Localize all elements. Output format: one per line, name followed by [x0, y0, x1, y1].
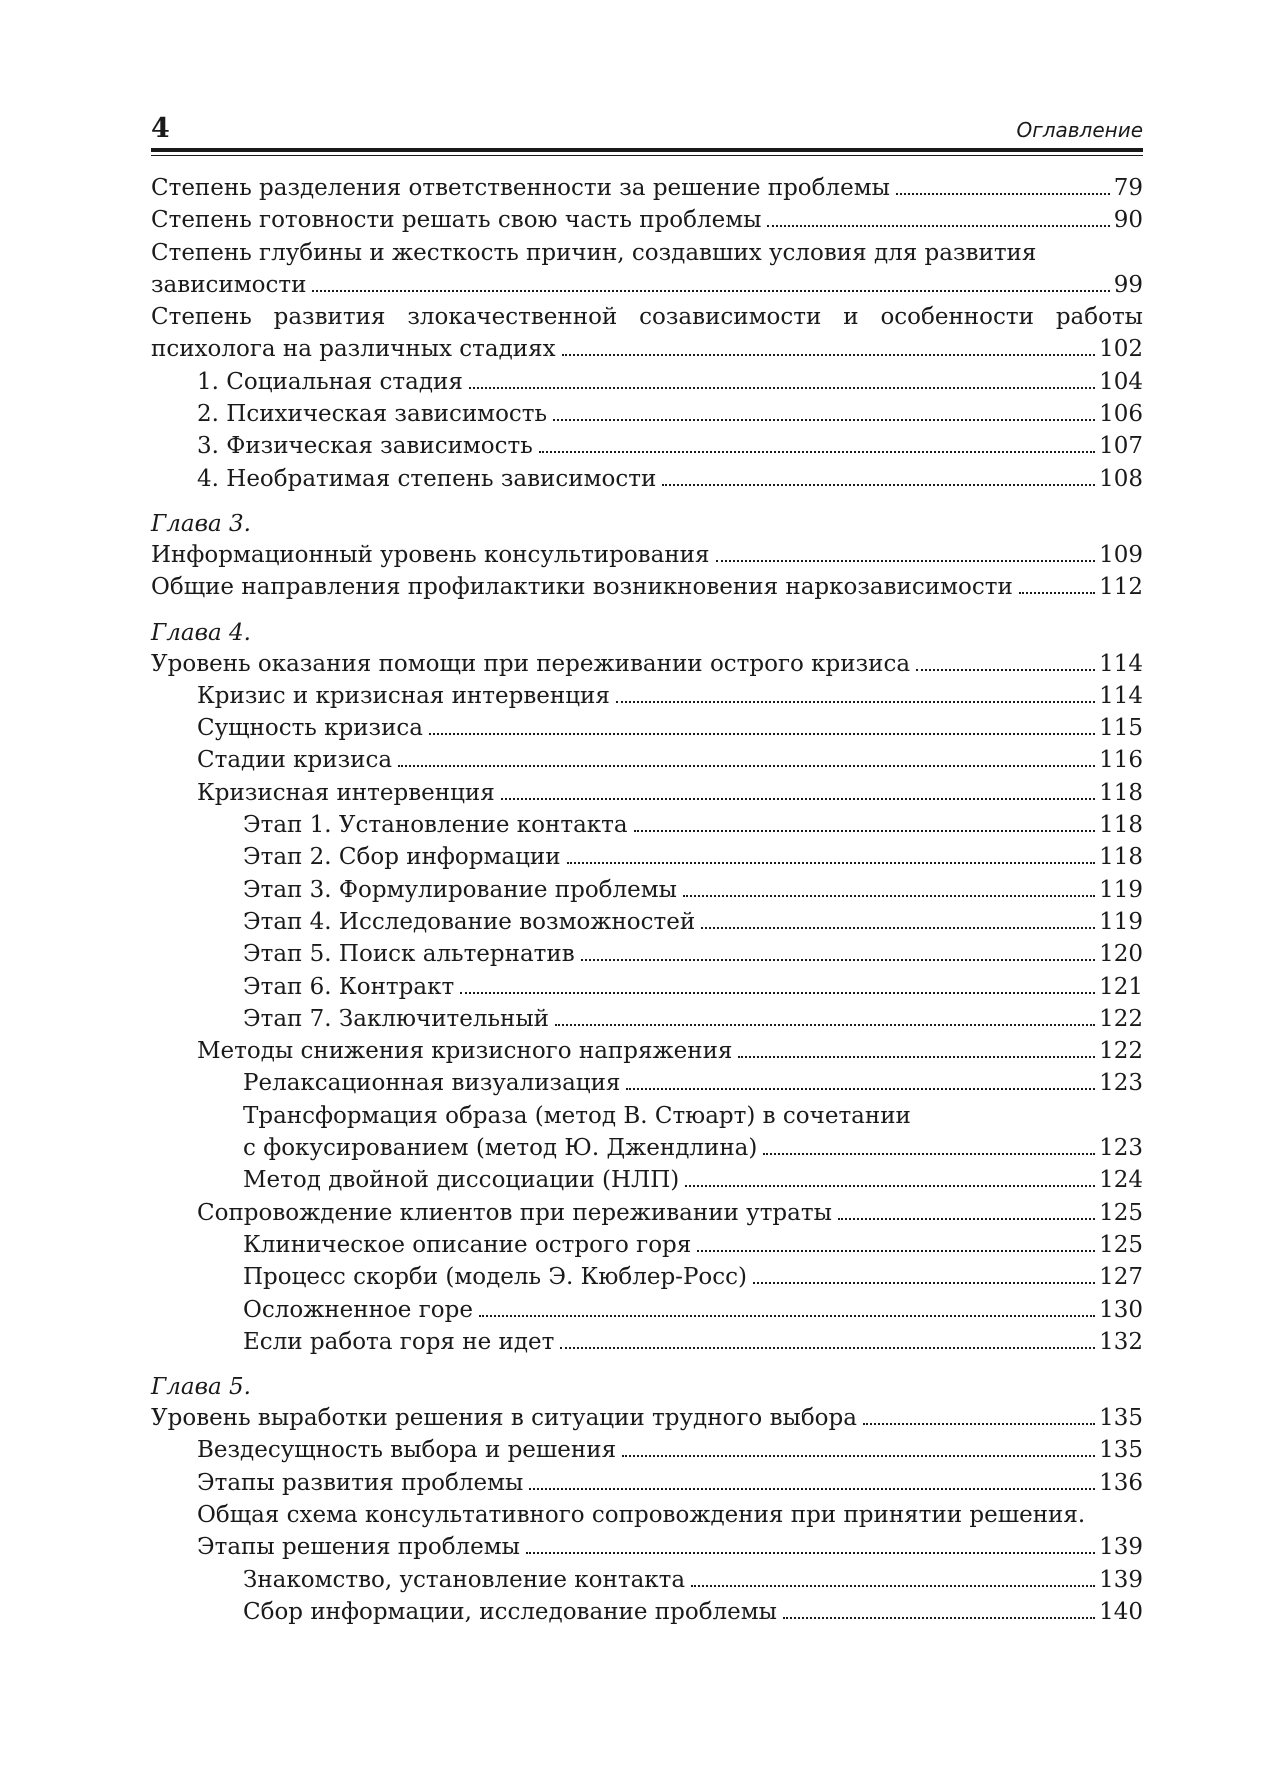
dot-leader — [562, 353, 1096, 356]
dot-leader — [626, 1087, 1095, 1090]
toc-page-number: 130 — [1099, 1296, 1143, 1323]
toc-entry[interactable] — [151, 172, 1143, 204]
dot-leader — [553, 418, 1095, 421]
toc-page-number: 99 — [1113, 271, 1143, 298]
toc-page-number: 125 — [1099, 1199, 1143, 1226]
toc-entry-title: Метод двойной диссоциации (НЛП) — [243, 1167, 680, 1194]
toc-entry-title: Этап 7. Заключительный — [243, 1005, 549, 1032]
toc-page-number: 106 — [1099, 401, 1143, 428]
toc-page-number: 109 — [1099, 541, 1143, 568]
table-of-contents — [151, 172, 1143, 1628]
toc-entry[interactable] — [151, 777, 1143, 809]
toc-word: злокачественной — [407, 304, 618, 331]
toc-page-number: 119 — [1099, 908, 1143, 935]
dot-leader — [896, 192, 1110, 195]
toc-entry[interactable] — [151, 1197, 1143, 1229]
toc-entry[interactable] — [151, 204, 1143, 236]
dot-leader — [555, 1023, 1095, 1026]
toc-entry-title: Релаксационная визуализация — [243, 1070, 621, 1097]
dot-leader — [767, 224, 1109, 227]
page-number: 4 — [151, 113, 170, 144]
toc-entry-title: Клиническое описание острого горя — [243, 1231, 692, 1258]
toc-entry-title: Знакомство, установление контакта — [243, 1566, 686, 1593]
dot-leader — [691, 1584, 1095, 1587]
toc-entry[interactable] — [151, 1164, 1143, 1196]
toc-page-number: 118 — [1099, 844, 1143, 871]
dot-leader — [429, 732, 1095, 735]
toc-entry[interactable] — [151, 333, 1143, 365]
toc-page-number: 125 — [1099, 1231, 1143, 1258]
dot-leader — [539, 450, 1095, 453]
toc-entry-first-line[interactable] — [151, 301, 1143, 333]
toc-entry[interactable] — [151, 1531, 1143, 1563]
toc-entry[interactable] — [151, 1434, 1143, 1466]
toc-entry-title: зависимости — [151, 271, 307, 298]
dot-leader — [783, 1616, 1095, 1619]
toc-entry[interactable] — [151, 906, 1143, 938]
dot-leader — [560, 1346, 1095, 1349]
toc-page-number: 124 — [1099, 1167, 1143, 1194]
toc-entry-title: Этап 6. Контракт — [243, 973, 455, 1000]
toc-page-number: 116 — [1099, 747, 1143, 774]
dot-leader — [916, 668, 1095, 671]
toc-entry-title: 4. Необратимая степень зависимости — [197, 465, 657, 492]
toc-entry-title: Сущность кризиса — [197, 715, 424, 742]
toc-page-number: 139 — [1099, 1534, 1143, 1561]
toc-entry-title: Осложненное горе — [243, 1296, 473, 1323]
toc-entry-title: Этап 5. Поиск альтернатив — [243, 941, 575, 968]
toc-word: и — [843, 304, 859, 331]
toc-entry-title: Этап 2. Сбор информации — [243, 844, 561, 871]
toc-page-number: 123 — [1099, 1135, 1143, 1162]
toc-entry-title: Методы снижения кризисного напряжения — [197, 1038, 733, 1065]
toc-page-number: 119 — [1099, 876, 1143, 903]
toc-entry-title: Информационный уровень консультирования — [151, 541, 710, 568]
toc-page-number: 114 — [1099, 650, 1143, 677]
toc-page-number: 122 — [1099, 1038, 1143, 1065]
dot-leader — [685, 1184, 1095, 1187]
toc-entry-title: Этап 3. Формулирование проблемы — [243, 876, 677, 903]
toc-entry[interactable] — [151, 1067, 1143, 1099]
toc-page-number: 118 — [1099, 779, 1143, 806]
toc-entry[interactable] — [151, 269, 1143, 301]
dot-leader — [1019, 591, 1095, 594]
toc-page-number: 136 — [1099, 1469, 1143, 1496]
dot-leader — [838, 1217, 1095, 1220]
header-rule-thick — [151, 148, 1143, 152]
toc-entry-title: психолога на различных стадиях — [151, 336, 556, 363]
dot-leader — [312, 289, 1109, 292]
running-title: Оглавление — [1016, 118, 1143, 142]
dot-leader — [662, 483, 1095, 486]
toc-entry[interactable] — [151, 398, 1143, 430]
toc-entry[interactable] — [151, 744, 1143, 776]
dot-leader — [634, 829, 1095, 832]
toc-word: особенности — [880, 304, 1034, 331]
toc-page-number: 121 — [1099, 973, 1143, 1000]
toc-page-number: 135 — [1099, 1405, 1143, 1432]
toc-entry[interactable] — [151, 1261, 1143, 1293]
page-header — [151, 112, 1143, 146]
dot-leader — [716, 559, 1096, 562]
toc-entry-title: Степень готовности решать свою часть проблемы — [151, 207, 762, 234]
toc-entry-title: Сбор информации, исследование проблемы — [243, 1598, 777, 1625]
toc-entry-title: Стадии кризиса — [197, 747, 393, 774]
toc-entry[interactable]: Общая схема консультативного сопровождения при принятии решения. — [197, 1501, 1086, 1528]
toc-entry[interactable] — [151, 1003, 1143, 1035]
toc-page-number: 107 — [1099, 433, 1143, 460]
toc-entry-title: Этапы решения проблемы — [197, 1534, 520, 1561]
toc-entry[interactable] — [151, 430, 1143, 462]
dot-leader — [738, 1055, 1095, 1058]
toc-entry[interactable] — [151, 539, 1143, 571]
dot-leader — [526, 1551, 1095, 1554]
toc-entry-first-line[interactable]: Степень глубины и жесткость причин, создавших условия для развития — [151, 239, 1037, 266]
toc-entry[interactable] — [151, 571, 1143, 603]
toc-entry-first-line[interactable]: Трансформация образа (метод В. Стюарт) в сочетании — [243, 1102, 911, 1129]
toc-entry[interactable] — [151, 463, 1143, 495]
dot-leader — [501, 797, 1095, 800]
dot-leader — [763, 1152, 1095, 1155]
toc-page-number: 127 — [1099, 1264, 1143, 1291]
toc-entry-title: с фокусированием (метод Ю. Джендлина) — [243, 1135, 758, 1162]
toc-entry[interactable] — [151, 1467, 1143, 1499]
toc-entry-title: Степень разделения ответственности за решение проблемы — [151, 175, 890, 201]
toc-entry-title: Кризис и кризисная интервенция — [197, 682, 610, 709]
toc-entry-title: Этапы развития проблемы — [197, 1469, 524, 1496]
dot-leader — [753, 1281, 1095, 1284]
dot-leader — [697, 1249, 1095, 1252]
toc-word: развития — [273, 304, 386, 331]
toc-page-number: 108 — [1099, 465, 1143, 492]
toc-entry[interactable] — [151, 1326, 1143, 1358]
toc-entry[interactable] — [151, 1402, 1143, 1434]
dot-leader — [567, 861, 1096, 864]
dot-leader — [469, 386, 1095, 389]
toc-page-number: 123 — [1099, 1070, 1143, 1097]
toc-entry[interactable] — [151, 712, 1143, 744]
dot-leader — [683, 894, 1095, 897]
toc-page-number: 135 — [1099, 1437, 1143, 1464]
chapter-heading: Глава 3. — [151, 510, 251, 537]
toc-entry[interactable] — [151, 971, 1143, 1003]
toc-entry-title: Вездесущность выбора и решения — [197, 1437, 617, 1464]
toc-entry[interactable] — [151, 366, 1143, 398]
toc-page-number: 115 — [1099, 715, 1143, 742]
toc-entry[interactable] — [151, 1564, 1143, 1596]
toc-entry-title: 1. Социальная стадия — [197, 368, 463, 395]
toc-entry[interactable] — [151, 938, 1143, 970]
toc-entry-title: 2. Психическая зависимость — [197, 401, 548, 428]
toc-page-number: 79 — [1113, 175, 1143, 201]
toc-entry-title: 3. Физическая зависимость — [197, 433, 533, 460]
toc-page-number: 118 — [1099, 812, 1143, 839]
toc-entry-title: Общие направления профилактики возникновения наркозависимости — [151, 574, 1013, 601]
dot-leader — [479, 1314, 1095, 1317]
dot-leader — [863, 1422, 1095, 1425]
toc-entry[interactable] — [151, 680, 1143, 712]
toc-entry-title: Кризисная интервенция — [197, 779, 495, 806]
toc-page-number: 112 — [1099, 574, 1143, 601]
toc-entry[interactable] — [151, 1596, 1143, 1628]
toc-entry-title: Процесс скорби (модель Э. Кюблер-Росс) — [243, 1264, 748, 1291]
toc-entry[interactable] — [151, 809, 1143, 841]
dot-leader — [398, 764, 1095, 767]
toc-word: созависимости — [639, 304, 822, 331]
toc-page-number: 140 — [1099, 1598, 1143, 1625]
toc-entry[interactable] — [151, 1229, 1143, 1261]
toc-page-number: 104 — [1099, 368, 1143, 395]
toc-page-number: 114 — [1099, 682, 1143, 709]
toc-page-number: 120 — [1099, 941, 1143, 968]
toc-page-number: 90 — [1113, 207, 1143, 234]
toc-entry[interactable] — [151, 648, 1143, 680]
dot-leader — [622, 1454, 1095, 1457]
toc-entry[interactable] — [151, 841, 1143, 873]
toc-page-number: 139 — [1099, 1566, 1143, 1593]
toc-page-number: 122 — [1099, 1005, 1143, 1032]
toc-entry[interactable] — [151, 1132, 1143, 1164]
toc-entry-title: Уровень оказания помощи при переживании острого кризиса — [151, 650, 911, 677]
dot-leader — [701, 926, 1095, 929]
toc-page-number: 132 — [1099, 1328, 1143, 1355]
toc-entry[interactable] — [151, 874, 1143, 906]
chapter-heading: Глава 5. — [151, 1374, 251, 1401]
toc-entry-title: Если работа горя не идет — [243, 1328, 555, 1355]
dot-leader — [529, 1487, 1095, 1490]
toc-word: работы — [1055, 304, 1143, 331]
toc-word: Степень — [151, 304, 252, 331]
dot-leader — [460, 991, 1095, 994]
toc-entry[interactable] — [151, 1294, 1143, 1326]
toc-entry-title: Этап 1. Установление контакта — [243, 812, 628, 839]
dot-leader — [616, 700, 1095, 703]
toc-entry-title: Сопровождение клиентов при переживании утраты — [197, 1199, 832, 1226]
toc-entry[interactable] — [151, 1035, 1143, 1067]
toc-page-number: 102 — [1099, 336, 1143, 363]
toc-entry-title: Уровень выработки решения в ситуации трудного выбора — [151, 1405, 857, 1432]
header-rule-thin — [151, 155, 1143, 156]
dot-leader — [581, 958, 1095, 961]
chapter-heading: Глава 4. — [151, 619, 251, 646]
toc-entry-title: Этап 4. Исследование возможностей — [243, 908, 696, 935]
